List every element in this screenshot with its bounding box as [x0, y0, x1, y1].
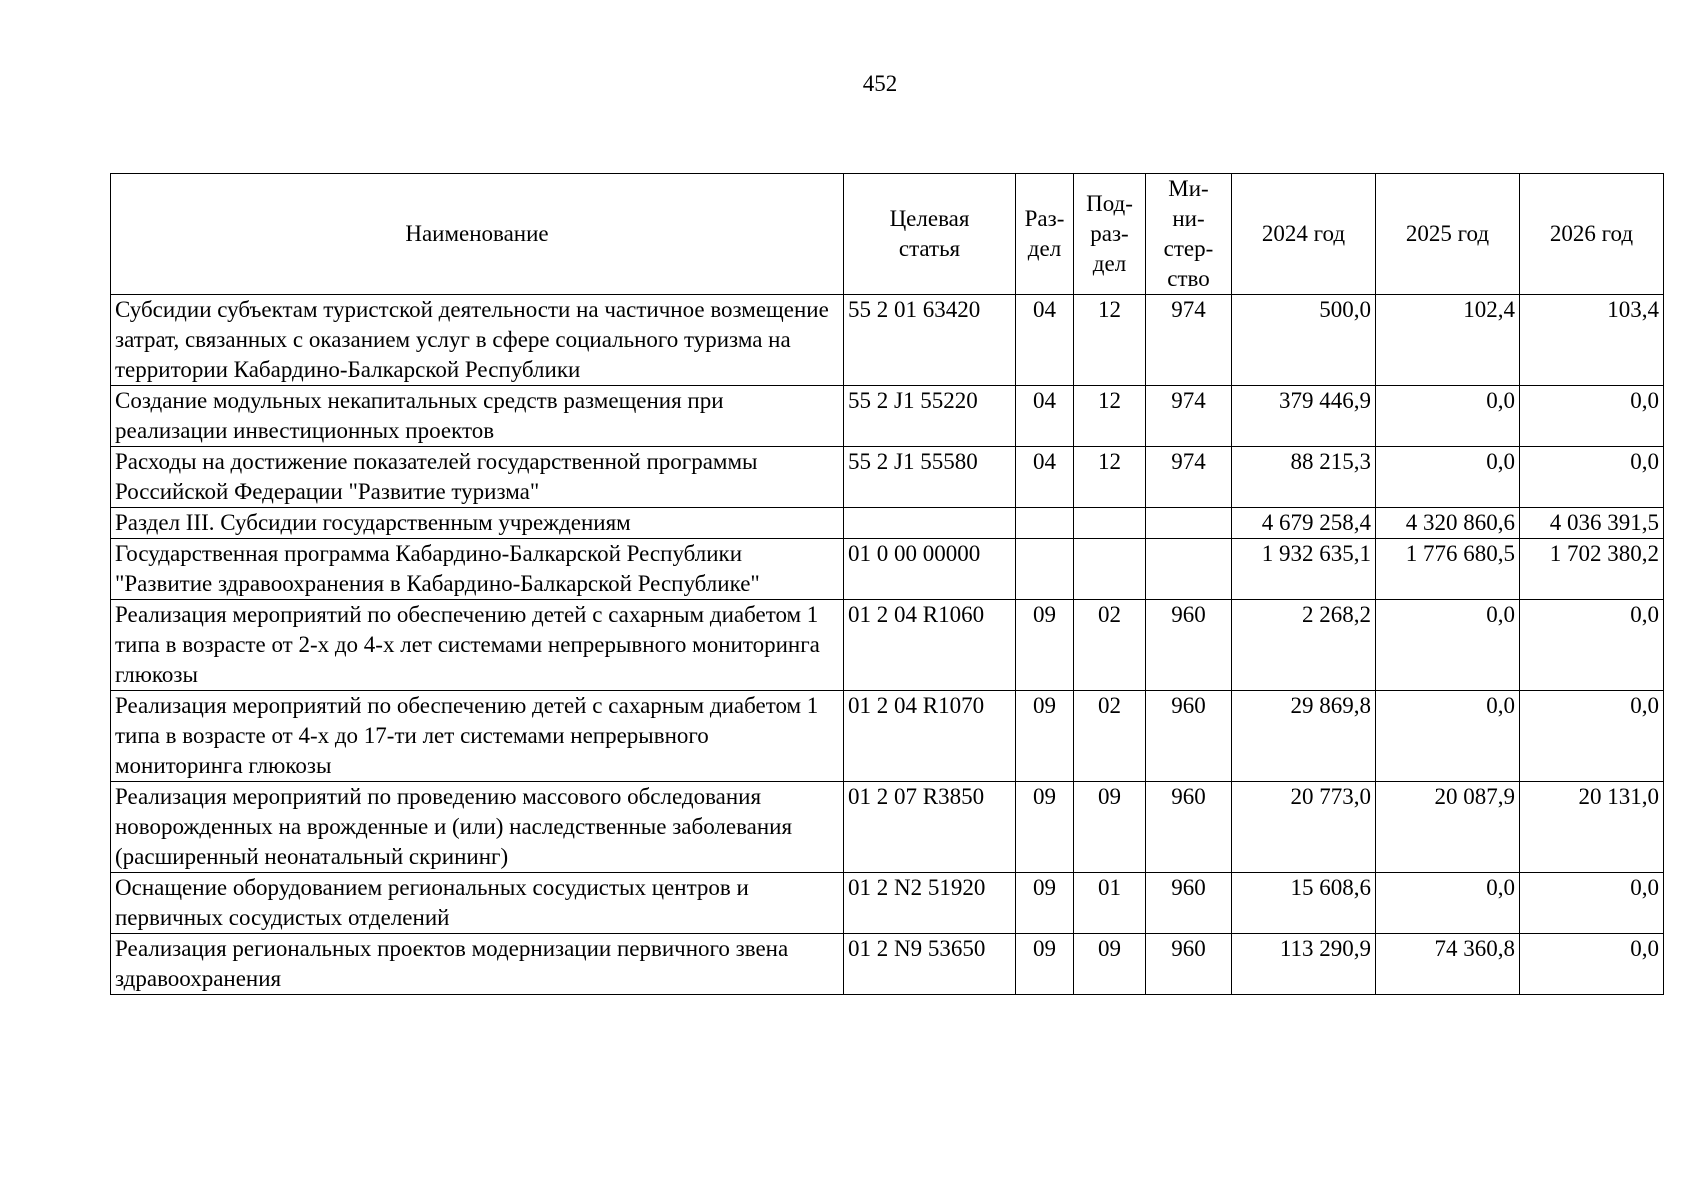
cell-section: 09	[1016, 782, 1074, 873]
table-row	[111, 508, 1664, 539]
cell-2026: 1 702 380,2	[1520, 539, 1664, 600]
cell-subsection	[1074, 539, 1146, 600]
cell-2025: 0,0	[1376, 600, 1520, 691]
header-section: Раз- дел	[1016, 174, 1074, 295]
cell-2025: 0,0	[1376, 691, 1520, 782]
cell-2026: 0,0	[1520, 873, 1664, 934]
cell-name: Реализация мероприятий по проведению массового обследования новорожденных на врожденные и (или) наследственные заболевания (расширенный неонатальный скрининг)	[111, 782, 844, 873]
cell-2026: 0,0	[1520, 447, 1664, 508]
cell-section: 09	[1016, 934, 1074, 995]
cell-section: 09	[1016, 600, 1074, 691]
cell-ministry: 960	[1146, 691, 1232, 782]
cell-subsection: 02	[1074, 600, 1146, 691]
cell-2024: 500,0	[1232, 295, 1376, 386]
cell-ministry	[1146, 539, 1232, 600]
cell-2025: 0,0	[1376, 873, 1520, 934]
cell-subsection: 02	[1074, 691, 1146, 782]
cell-section: 04	[1016, 447, 1074, 508]
cell-target-article: 01 2 04 R1070	[844, 691, 1016, 782]
cell-name: Реализация региональных проектов модернизации первичного звена здравоохранения	[111, 934, 844, 995]
cell-2024: 2 268,2	[1232, 600, 1376, 691]
cell-section: 09	[1016, 691, 1074, 782]
cell-2026: 0,0	[1520, 691, 1664, 782]
cell-subsection: 09	[1074, 934, 1146, 995]
cell-ministry: 974	[1146, 386, 1232, 447]
cell-2024: 4 679 258,4	[1232, 508, 1376, 539]
cell-2025: 4 320 860,6	[1376, 508, 1520, 539]
cell-name: Реализация мероприятий по обеспечению детей с сахарным диабетом 1 типа в возрасте от 2-х до 4-х лет системами непрерывного мониторинга глюкозы	[111, 600, 844, 691]
cell-2024: 88 215,3	[1232, 447, 1376, 508]
cell-2025: 0,0	[1376, 447, 1520, 508]
cell-2026: 20 131,0	[1520, 782, 1664, 873]
cell-name: Создание модульных некапитальных средств размещения при реализации инвестиционных проектов	[111, 386, 844, 447]
cell-2025: 0,0	[1376, 386, 1520, 447]
cell-target-article: 01 2 07 R3850	[844, 782, 1016, 873]
cell-section: 04	[1016, 386, 1074, 447]
cell-name: Расходы на достижение показателей государственной программы Российской Федерации "Развитие туризма"	[111, 447, 844, 508]
cell-2025: 74 360,8	[1376, 934, 1520, 995]
cell-ministry: 960	[1146, 934, 1232, 995]
cell-2024: 379 446,9	[1232, 386, 1376, 447]
table-row	[111, 600, 1664, 691]
cell-2024: 20 773,0	[1232, 782, 1376, 873]
header-2025: 2025 год	[1376, 174, 1520, 295]
cell-2026: 0,0	[1520, 386, 1664, 447]
cell-ministry: 960	[1146, 873, 1232, 934]
table-row	[111, 447, 1664, 508]
header-2026: 2026 год	[1520, 174, 1664, 295]
table-row	[111, 691, 1664, 782]
cell-target-article: 55 2 J1 55580	[844, 447, 1016, 508]
table-row	[111, 873, 1664, 934]
cell-subsection: 12	[1074, 295, 1146, 386]
cell-name: Оснащение оборудованием региональных сосудистых центров и первичных сосудистых отделений	[111, 873, 844, 934]
header-2024: 2024 год	[1232, 174, 1376, 295]
header-ministry: Ми- ни- стер- ство	[1146, 174, 1232, 295]
cell-target-article: 55 2 01 63420	[844, 295, 1016, 386]
cell-ministry: 974	[1146, 447, 1232, 508]
cell-2026: 0,0	[1520, 600, 1664, 691]
cell-2024: 29 869,8	[1232, 691, 1376, 782]
cell-target-article: 01 2 N2 51920	[844, 873, 1016, 934]
header-target-article: Целевая статья	[844, 174, 1016, 295]
cell-target-article: 01 2 N9 53650	[844, 934, 1016, 995]
cell-ministry	[1146, 508, 1232, 539]
cell-section	[1016, 508, 1074, 539]
table-row	[111, 386, 1664, 447]
cell-name: Реализация мероприятий по обеспечению детей с сахарным диабетом 1 типа в возрасте от 4-х до 17-ти лет системами непрерывного мониторинга глюкозы	[111, 691, 844, 782]
cell-name: Государственная программа Кабардино-Балкарской Республики "Развитие здравоохранения в Кабардино-Балкарской Республике"	[111, 539, 844, 600]
header-subsection: Под- раз- дел	[1074, 174, 1146, 295]
cell-ministry: 960	[1146, 600, 1232, 691]
cell-subsection: 12	[1074, 447, 1146, 508]
table-body	[111, 295, 1664, 995]
cell-target-article	[844, 508, 1016, 539]
cell-section	[1016, 539, 1074, 600]
cell-2026: 4 036 391,5	[1520, 508, 1664, 539]
header-name: Наименование	[111, 174, 844, 295]
table-row	[111, 539, 1664, 600]
cell-target-article: 01 2 04 R1060	[844, 600, 1016, 691]
table-row	[111, 295, 1664, 386]
cell-section: 04	[1016, 295, 1074, 386]
cell-subsection	[1074, 508, 1146, 539]
cell-2025: 1 776 680,5	[1376, 539, 1520, 600]
table-row	[111, 782, 1664, 873]
cell-2025: 102,4	[1376, 295, 1520, 386]
table-header	[111, 174, 1664, 295]
cell-subsection: 12	[1074, 386, 1146, 447]
cell-target-article: 55 2 J1 55220	[844, 386, 1016, 447]
page-number: 452	[862, 71, 898, 96]
cell-target-article: 01 0 00 00000	[844, 539, 1016, 600]
cell-name: Субсидии субъектам туристской деятельности на частичное возмещение затрат, связанных с оказанием услуг в сфере социального туризма на территории Кабардино-Балкарской Республики	[111, 295, 844, 386]
cell-2025: 20 087,9	[1376, 782, 1520, 873]
cell-subsection: 01	[1074, 873, 1146, 934]
budget-table	[110, 173, 1664, 995]
cell-2026: 0,0	[1520, 934, 1664, 995]
cell-subsection: 09	[1074, 782, 1146, 873]
cell-ministry: 960	[1146, 782, 1232, 873]
cell-2026: 103,4	[1520, 295, 1664, 386]
cell-name: Раздел III. Субсидии государственным учреждениям	[111, 508, 844, 539]
cell-2024: 15 608,6	[1232, 873, 1376, 934]
cell-section: 09	[1016, 873, 1074, 934]
table-row	[111, 934, 1664, 995]
cell-2024: 113 290,9	[1232, 934, 1376, 995]
cell-2024: 1 932 635,1	[1232, 539, 1376, 600]
cell-ministry: 974	[1146, 295, 1232, 386]
